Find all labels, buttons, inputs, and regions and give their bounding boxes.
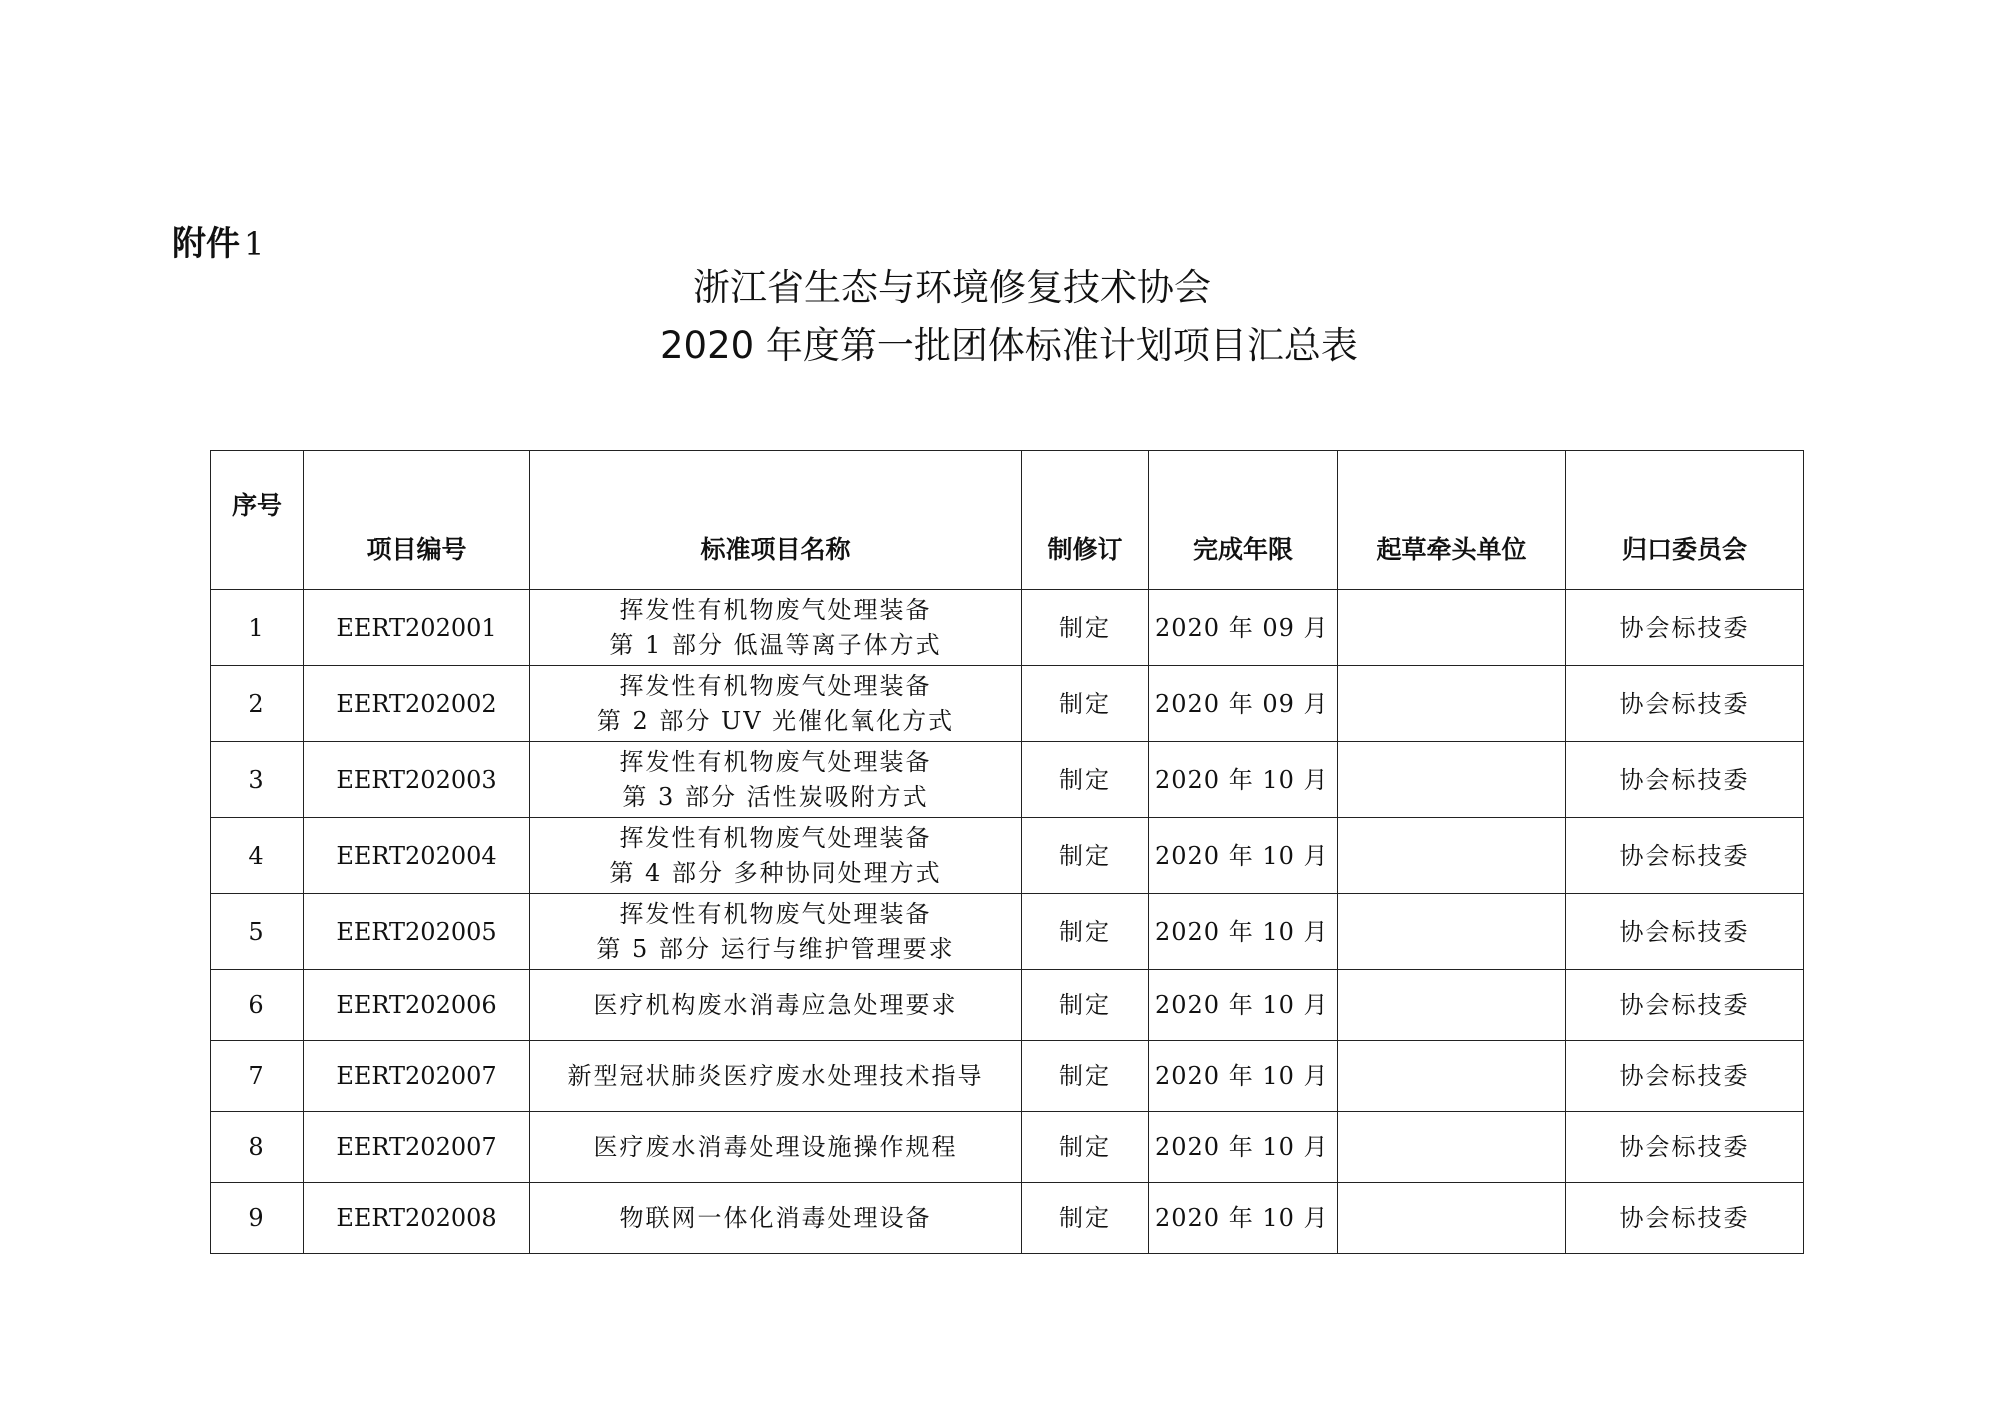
cell-revision-type: 制定 [1022, 894, 1149, 970]
cell-standard-name [530, 666, 1022, 742]
header-deadline: 完成年限 [1149, 451, 1338, 590]
cell-standard-name [530, 742, 1022, 818]
cell-seq: 1 [211, 590, 304, 666]
table-row [211, 1112, 1804, 1183]
table-row [211, 742, 1804, 818]
table-row [211, 1041, 1804, 1112]
attachment-number: 1 [244, 225, 265, 263]
cell-project-code: EERT202002 [304, 666, 530, 742]
cell-project-code: EERT202006 [304, 970, 530, 1041]
standard-name-line1: 挥发性有机物废气处理装备 [619, 823, 932, 852]
cell-project-code: EERT202004 [304, 818, 530, 894]
header-name: 标准项目名称 [530, 451, 1022, 590]
standard-name-line2: 第 1 部分 低温等离子体方式 [609, 630, 942, 659]
table-row [211, 970, 1804, 1041]
standard-name-line1: 医疗废水消毒处理设施操作规程 [593, 1132, 958, 1161]
cell-lead-unit [1338, 894, 1566, 970]
cell-deadline: 2020 年 10 月 [1149, 1183, 1338, 1254]
cell-lead-unit [1338, 742, 1566, 818]
standard-name-line1: 挥发性有机物废气处理装备 [619, 671, 932, 700]
table-body [211, 590, 1804, 1254]
cell-revision-type: 制定 [1022, 590, 1149, 666]
cell-standard-name [530, 818, 1022, 894]
cell-revision-type: 制定 [1022, 1112, 1149, 1183]
cell-committee: 协会标技委 [1566, 1112, 1804, 1183]
cell-project-code: EERT202001 [304, 590, 530, 666]
cell-committee: 协会标技委 [1566, 970, 1804, 1041]
attachment-label-text: 附件 [172, 224, 240, 264]
cell-standard-name [530, 590, 1022, 666]
cell-deadline: 2020 年 10 月 [1149, 970, 1338, 1041]
cell-committee: 协会标技委 [1566, 742, 1804, 818]
cell-seq: 2 [211, 666, 304, 742]
document-title-line1: 浙江省生态与环境修复技术协会 [693, 266, 1211, 309]
cell-deadline: 2020 年 10 月 [1149, 742, 1338, 818]
table-row [211, 590, 1804, 666]
cell-deadline: 2020 年 10 月 [1149, 1112, 1338, 1183]
cell-standard-name [530, 1041, 1022, 1112]
cell-project-code: EERT202008 [304, 1183, 530, 1254]
cell-lead-unit [1338, 590, 1566, 666]
cell-deadline: 2020 年 09 月 [1149, 590, 1338, 666]
attachment-label [172, 222, 264, 266]
cell-standard-name [530, 1183, 1022, 1254]
cell-committee: 协会标技委 [1566, 666, 1804, 742]
cell-revision-type: 制定 [1022, 666, 1149, 742]
cell-committee: 协会标技委 [1566, 590, 1804, 666]
header-seq: 序号 [211, 451, 304, 590]
table-row [211, 894, 1804, 970]
cell-lead-unit [1338, 1112, 1566, 1183]
cell-standard-name [530, 894, 1022, 970]
cell-lead-unit [1338, 1041, 1566, 1112]
standard-name-line1: 医疗机构废水消毒应急处理要求 [593, 990, 958, 1019]
cell-revision-type: 制定 [1022, 1041, 1149, 1112]
cell-seq: 5 [211, 894, 304, 970]
table-header-row [211, 451, 1804, 590]
table-row [211, 1183, 1804, 1254]
header-code: 项目编号 [304, 451, 530, 590]
cell-lead-unit [1338, 666, 1566, 742]
cell-project-code: EERT202005 [304, 894, 530, 970]
header-type: 制修订 [1022, 451, 1149, 590]
cell-revision-type: 制定 [1022, 1183, 1149, 1254]
standard-name-line1: 挥发性有机物废气处理装备 [619, 899, 932, 928]
cell-revision-type: 制定 [1022, 818, 1149, 894]
cell-committee: 协会标技委 [1566, 1183, 1804, 1254]
cell-standard-name [530, 970, 1022, 1041]
cell-deadline: 2020 年 10 月 [1149, 1041, 1338, 1112]
cell-deadline: 2020 年 09 月 [1149, 666, 1338, 742]
standard-name-line2: 第 5 部分 运行与维护管理要求 [596, 934, 955, 963]
cell-seq: 4 [211, 818, 304, 894]
cell-seq: 3 [211, 742, 304, 818]
cell-deadline: 2020 年 10 月 [1149, 818, 1338, 894]
cell-revision-type: 制定 [1022, 970, 1149, 1041]
cell-lead-unit [1338, 970, 1566, 1041]
cell-deadline: 2020 年 10 月 [1149, 894, 1338, 970]
cell-seq: 9 [211, 1183, 304, 1254]
cell-lead-unit [1338, 818, 1566, 894]
cell-committee: 协会标技委 [1566, 894, 1804, 970]
header-committee: 归口委员会 [1566, 451, 1804, 590]
cell-lead-unit [1338, 1183, 1566, 1254]
cell-committee: 协会标技委 [1566, 818, 1804, 894]
table-row [211, 666, 1804, 742]
cell-seq: 7 [211, 1041, 304, 1112]
cell-project-code: EERT202007 [304, 1112, 530, 1183]
header-lead-unit: 起草牵头单位 [1338, 451, 1566, 590]
cell-project-code: EERT202003 [304, 742, 530, 818]
standard-name-line1: 物联网一体化消毒处理设备 [619, 1203, 932, 1232]
table-row [211, 818, 1804, 894]
standards-plan-table [210, 450, 1804, 1254]
standard-name-line1: 挥发性有机物废气处理装备 [619, 595, 932, 624]
cell-seq: 6 [211, 970, 304, 1041]
standard-name-line1: 新型冠状肺炎医疗废水处理技术指导 [567, 1061, 984, 1090]
cell-revision-type: 制定 [1022, 742, 1149, 818]
cell-seq: 8 [211, 1112, 304, 1183]
document-title-line2: 2020 年度第一批团体标准计划项目汇总表 [660, 324, 1358, 367]
standard-name-line2: 第 3 部分 活性炭吸附方式 [622, 782, 929, 811]
cell-project-code: EERT202007 [304, 1041, 530, 1112]
cell-standard-name [530, 1112, 1022, 1183]
standard-name-line2: 第 2 部分 UV 光催化氧化方式 [596, 706, 955, 735]
standard-name-line1: 挥发性有机物废气处理装备 [619, 747, 932, 776]
standard-name-line2: 第 4 部分 多种协同处理方式 [609, 858, 942, 887]
cell-committee: 协会标技委 [1566, 1041, 1804, 1112]
